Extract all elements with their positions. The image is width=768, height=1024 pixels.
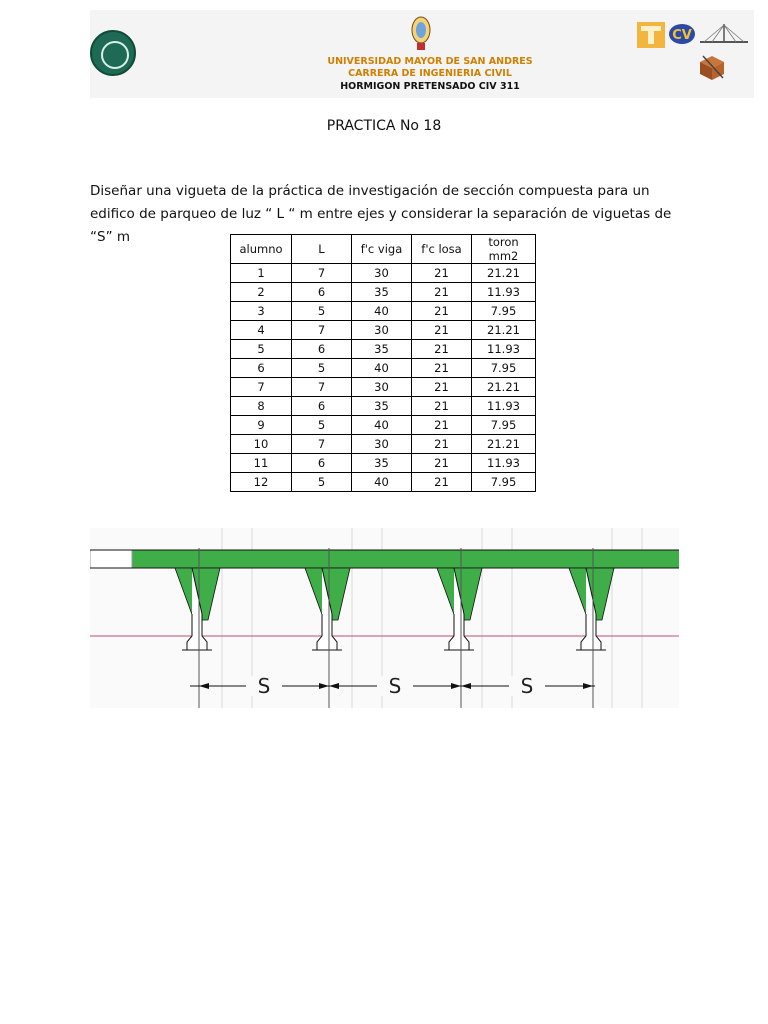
table-cell: 7.95 bbox=[472, 302, 536, 321]
construction-logo bbox=[697, 52, 727, 82]
spacing-label: S bbox=[520, 674, 534, 698]
seal-emblem-icon bbox=[101, 41, 129, 69]
table-cell: 7.95 bbox=[472, 473, 536, 492]
table-cell: 21 bbox=[412, 473, 472, 492]
concrete-slab bbox=[132, 550, 679, 568]
table-cell: 30 bbox=[352, 378, 412, 397]
table-header-cell: f'c viga bbox=[352, 235, 412, 264]
table-cell: 11.93 bbox=[472, 397, 536, 416]
slab-end bbox=[90, 550, 132, 568]
table-cell: 21 bbox=[412, 378, 472, 397]
table-cell: 6 bbox=[231, 359, 292, 378]
table-cell: 6 bbox=[292, 397, 352, 416]
table-row bbox=[231, 416, 536, 435]
table-cell: 5 bbox=[231, 340, 292, 359]
table-cell: 21 bbox=[412, 321, 472, 340]
table-header-cell: alumno bbox=[231, 235, 292, 264]
table-cell: 40 bbox=[352, 302, 412, 321]
table-cell: 30 bbox=[352, 264, 412, 283]
table-cell: 21 bbox=[412, 454, 472, 473]
bridge-logo bbox=[698, 22, 750, 48]
table-cell: 1 bbox=[231, 264, 292, 283]
table-row bbox=[231, 340, 536, 359]
course-name: HORMIGON PRETENSADO CIV 311 bbox=[340, 81, 520, 92]
table-cell: 10 bbox=[231, 435, 292, 454]
table-cell: 30 bbox=[352, 321, 412, 340]
table-cell: 12 bbox=[231, 473, 292, 492]
table-cell: 21 bbox=[412, 302, 472, 321]
table-cell: 40 bbox=[352, 416, 412, 435]
table-cell: 7 bbox=[292, 435, 352, 454]
table-row bbox=[231, 302, 536, 321]
table-cell: 35 bbox=[352, 397, 412, 416]
table-header-row bbox=[231, 235, 536, 264]
table-cell: 21.21 bbox=[472, 378, 536, 397]
table-cell: 35 bbox=[352, 283, 412, 302]
table-cell: 7 bbox=[292, 264, 352, 283]
table-cell: 6 bbox=[292, 283, 352, 302]
table-header-cell: L bbox=[292, 235, 352, 264]
practice-title: PRACTICA No 18 bbox=[326, 118, 442, 134]
table-cell: 7.95 bbox=[472, 416, 536, 435]
student-data-table bbox=[230, 234, 536, 492]
table-header-cell: f'c losa bbox=[412, 235, 472, 264]
table-cell: 11.93 bbox=[472, 454, 536, 473]
table-cell: 30 bbox=[352, 435, 412, 454]
table-header-cell: toron mm2 bbox=[472, 235, 536, 264]
table-cell: 5 bbox=[292, 302, 352, 321]
table-row bbox=[231, 397, 536, 416]
table-row bbox=[231, 454, 536, 473]
spacing-label: S bbox=[388, 674, 402, 698]
table-cell: 40 bbox=[352, 359, 412, 378]
table-cell: 6 bbox=[292, 454, 352, 473]
table-cell: 7.95 bbox=[472, 359, 536, 378]
table-cell: 9 bbox=[231, 416, 292, 435]
table-cell: 21 bbox=[412, 435, 472, 454]
university-name: UNIVERSIDAD MAYOR DE SAN ANDRES bbox=[327, 56, 533, 67]
table-cell: 8 bbox=[231, 397, 292, 416]
table-cell: 6 bbox=[292, 340, 352, 359]
table-cell: 21.21 bbox=[472, 435, 536, 454]
table-cell: 11.93 bbox=[472, 340, 536, 359]
table-row bbox=[231, 473, 536, 492]
table-cell: 40 bbox=[352, 473, 412, 492]
table-cell: 21.21 bbox=[472, 321, 536, 340]
table-cell: 3 bbox=[231, 302, 292, 321]
table-cell: 21 bbox=[412, 283, 472, 302]
table-cell: 21 bbox=[412, 397, 472, 416]
table-cell: 5 bbox=[292, 473, 352, 492]
table-cell: 5 bbox=[292, 416, 352, 435]
table-cell: 7 bbox=[292, 378, 352, 397]
problem-statement: Diseñar una vigueta de la práctica de investigación de sección compuesta para un edifico de parqueo de luz “ L “ m entre ejes y considerar la separación de viguetas de “S” m bbox=[90, 183, 672, 245]
table-cell: 4 bbox=[231, 321, 292, 340]
bolivia-crest-logo bbox=[410, 14, 432, 52]
table-row bbox=[231, 321, 536, 340]
table-row bbox=[231, 378, 536, 397]
table-cell: 5 bbox=[292, 359, 352, 378]
table-cell: 7 bbox=[292, 321, 352, 340]
table-row bbox=[231, 264, 536, 283]
table-row bbox=[231, 283, 536, 302]
table-cell: 2 bbox=[231, 283, 292, 302]
table-cell: 11 bbox=[231, 454, 292, 473]
table-cell: 21 bbox=[412, 340, 472, 359]
svg-text:CV: CV bbox=[672, 28, 692, 43]
spacing-label: S bbox=[257, 674, 271, 698]
faculty-logo bbox=[637, 22, 665, 48]
composite-section-diagram bbox=[90, 528, 679, 708]
table-cell: 21 bbox=[412, 359, 472, 378]
civil-engineering-logo bbox=[668, 22, 696, 46]
table-cell: 35 bbox=[352, 454, 412, 473]
table-cell: 7 bbox=[231, 378, 292, 397]
table-cell: 21 bbox=[412, 264, 472, 283]
table-row bbox=[231, 359, 536, 378]
table-cell: 11.93 bbox=[472, 283, 536, 302]
university-seal-logo bbox=[90, 30, 136, 76]
table-cell: 21 bbox=[412, 416, 472, 435]
table-cell: 35 bbox=[352, 340, 412, 359]
table-cell: 21.21 bbox=[472, 264, 536, 283]
table-row bbox=[231, 435, 536, 454]
faculty-name: CARRERA DE INGENIERIA CIVIL bbox=[348, 68, 512, 79]
